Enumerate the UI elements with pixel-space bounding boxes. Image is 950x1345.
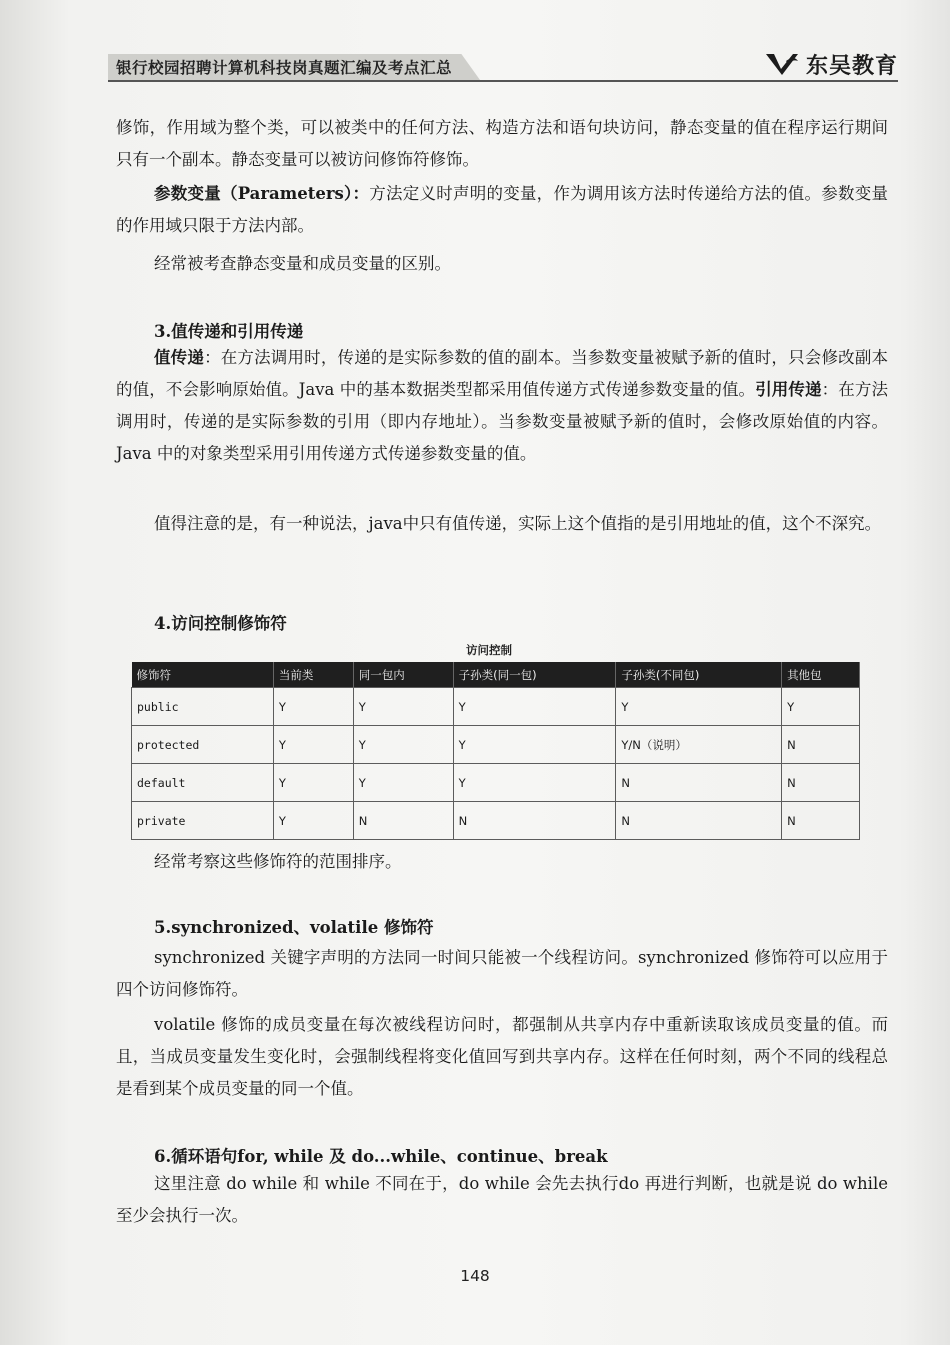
logo-text: 东吴教育 (805, 53, 898, 79)
table-row (132, 802, 860, 840)
column-header: 修饰符 (132, 662, 274, 688)
table-cell: Y (273, 802, 353, 840)
page-number: 148 (460, 1267, 490, 1285)
publisher-logo (764, 48, 898, 80)
column-header: 子孙类(同一包) (453, 662, 616, 688)
table-caption: 访问控制 (466, 643, 512, 657)
pass-by-value-text: ：在方法调用时，传递的是实际参数的值的副本。当参数变量被赋予新的值时，只会修改副本的值，不会影响原始值。Java 中的基本数据类型都采用值传递方式传递参数变量的值。 (116, 348, 889, 399)
pass-by-reference-text: ：在方法调用时，传递的是实际参数的引用（即内存地址）。当参数变量被赋予新的值时，会修改原始值的内容。Java 中的对象类型采用引用传递方式传递参数变量的值。 (116, 380, 889, 463)
pass-by-reference-term: 引用传递 (755, 380, 822, 399)
table-cell: Y (782, 688, 860, 726)
parameters-term: 参数变量（Parameters）： (154, 184, 370, 203)
logo-mark-icon (764, 51, 800, 77)
table-header-row (132, 662, 860, 688)
header-rule (108, 80, 898, 82)
table-cell: N (616, 764, 782, 802)
table-cell: Y/N（说明） (616, 726, 782, 764)
table-cell: private (132, 802, 274, 840)
column-header: 当前类 (273, 662, 353, 688)
column-header: 其他包 (782, 662, 860, 688)
table-cell: Y (273, 726, 353, 764)
section3-paragraph (116, 342, 888, 470)
intro-paragraph-1: 修饰，作用域为整个类，可以被类中的任何方法、构造方法和语句块访问，静态变量的值在程序运行期间只有一个副本。静态变量可以被访问修饰符修饰。 (116, 118, 888, 169)
intro-paragraph-3: 经常被考查静态变量和成员变量的区别。 (154, 254, 451, 273)
table-cell: Y (353, 688, 453, 726)
pass-by-value-term: 值传递 (154, 348, 205, 367)
table-cell: Y (453, 764, 616, 802)
section4-heading: 4.访问控制修饰符 (154, 614, 287, 633)
table-cell: N (353, 802, 453, 840)
parameters-definition: 方法定义时声明的变量，作为调用该方法时传递给方法的值。参数变量的作用域只限于方法内部。 (116, 184, 888, 235)
section5-paragraph-2: volatile 修饰的成员变量在每次被线程访问时，都强制从共享内存中重新读取该成员变量的值。而且，当成员变量发生变化时，会强制线程将变化值回写到共享内存。这样在任何时刻，两个不同的线程总是看到某个成员变量的同一个值。 (116, 1015, 888, 1098)
table-cell: N (782, 726, 860, 764)
table-cell: N (616, 802, 782, 840)
table-cell: protected (132, 726, 274, 764)
column-header: 同一包内 (353, 662, 453, 688)
intro-paragraph-2 (116, 178, 888, 242)
table-cell: Y (353, 764, 453, 802)
page-header (108, 48, 898, 80)
table-cell: N (453, 802, 616, 840)
section3-heading: 3.值传递和引用传递 (154, 322, 304, 341)
table-row (132, 726, 860, 764)
table-cell: Y (453, 726, 616, 764)
access-control-table (131, 662, 860, 840)
column-header: 子孙类(不同包) (616, 662, 782, 688)
section6-paragraph: 这里注意 do while 和 while 不同在于，do while 会先去执行do 再进行判断，也就是说 do while 至少会执行一次。 (116, 1174, 888, 1225)
table-cell: Y (273, 688, 353, 726)
section4-note: 经常考察这些修饰符的范围排序。 (154, 852, 402, 871)
table-row (132, 764, 860, 802)
table-cell: Y (616, 688, 782, 726)
table-cell: default (132, 764, 274, 802)
table-row (132, 688, 860, 726)
table-cell: Y (453, 688, 616, 726)
table-cell: Y (273, 764, 353, 802)
section6-heading: 6.循环语句for, while 及 do...while、continue、break (154, 1147, 608, 1166)
table-cell: N (782, 802, 860, 840)
table-cell: public (132, 688, 274, 726)
table-cell: Y (353, 726, 453, 764)
header-title: 银行校园招聘计算机科技岗真题汇编及考点汇总 (116, 59, 453, 77)
table-cell: N (782, 764, 860, 802)
section5-heading: 5.synchronized、volatile 修饰符 (154, 918, 434, 937)
section5-paragraph-1: synchronized 关键字声明的方法同一时间只能被一个线程访问。synchronized 修饰符可以应用于四个访问修饰符。 (116, 948, 888, 999)
section3-note: 值得注意的是，有一种说法，java中只有值传递，实际上这个值指的是引用地址的值，这个不深究。 (154, 514, 882, 533)
